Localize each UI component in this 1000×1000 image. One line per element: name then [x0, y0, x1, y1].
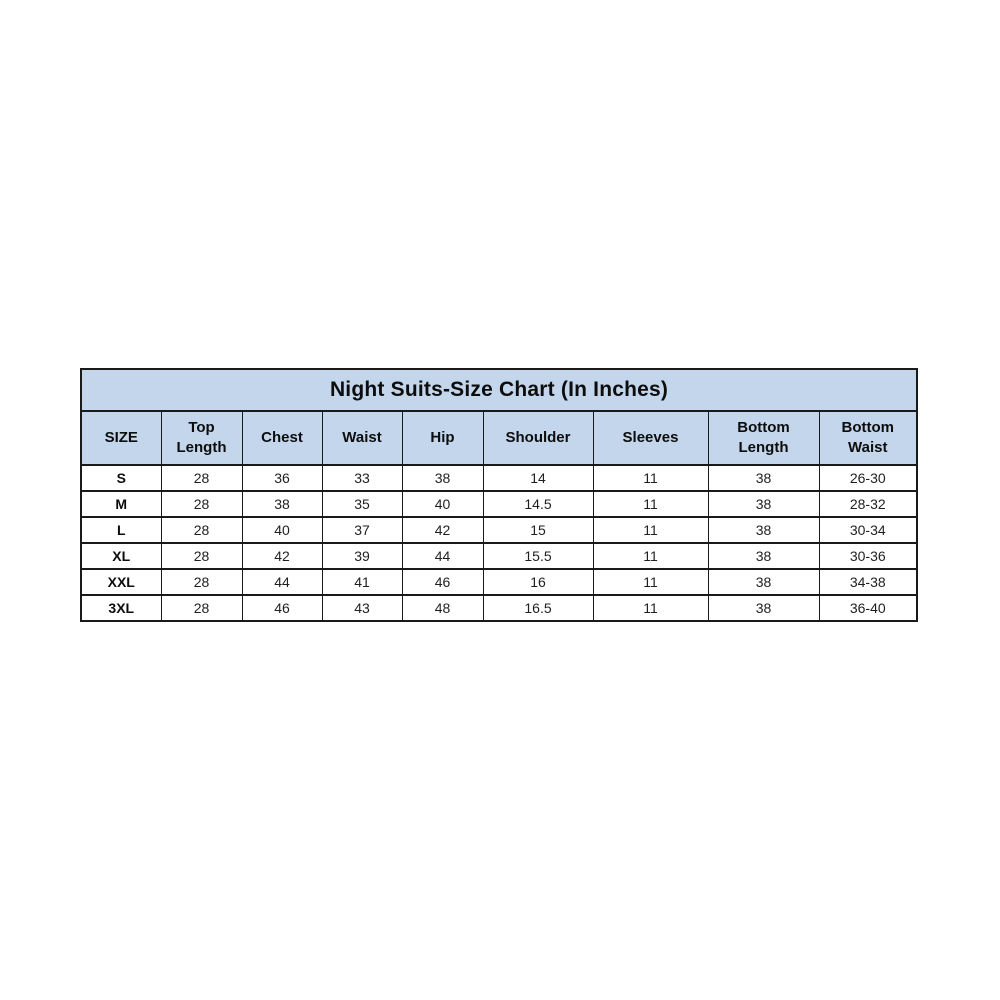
value-cell: 16 [483, 569, 593, 595]
column-header: Bottom Waist [819, 411, 917, 465]
header-row [81, 411, 917, 465]
value-cell: 38 [402, 465, 483, 491]
value-cell: 30-34 [819, 517, 917, 543]
value-cell: 35 [322, 491, 402, 517]
value-cell: 40 [402, 491, 483, 517]
column-header: Bottom Length [708, 411, 819, 465]
column-header: Top Length [161, 411, 242, 465]
title-row [81, 369, 917, 411]
table-row [81, 543, 917, 569]
value-cell: 11 [593, 465, 708, 491]
value-cell: 28 [161, 465, 242, 491]
value-cell: 43 [322, 595, 402, 621]
size-chart [80, 368, 916, 622]
value-cell: 34-38 [819, 569, 917, 595]
value-cell: 38 [708, 491, 819, 517]
value-cell: 42 [242, 543, 322, 569]
value-cell: 11 [593, 491, 708, 517]
value-cell: 44 [242, 569, 322, 595]
size-cell: L [81, 517, 161, 543]
value-cell: 28 [161, 543, 242, 569]
value-cell: 28 [161, 569, 242, 595]
value-cell: 33 [322, 465, 402, 491]
value-cell: 46 [242, 595, 322, 621]
value-cell: 26-30 [819, 465, 917, 491]
value-cell: 28 [161, 595, 242, 621]
column-header: Hip [402, 411, 483, 465]
value-cell: 36 [242, 465, 322, 491]
value-cell: 28-32 [819, 491, 917, 517]
value-cell: 39 [322, 543, 402, 569]
table-row [81, 595, 917, 621]
size-cell: 3XL [81, 595, 161, 621]
value-cell: 46 [402, 569, 483, 595]
value-cell: 28 [161, 517, 242, 543]
value-cell: 16.5 [483, 595, 593, 621]
value-cell: 38 [708, 595, 819, 621]
value-cell: 14.5 [483, 491, 593, 517]
value-cell: 38 [708, 517, 819, 543]
value-cell: 44 [402, 543, 483, 569]
table-row [81, 569, 917, 595]
value-cell: 11 [593, 569, 708, 595]
value-cell: 37 [322, 517, 402, 543]
size-cell: XXL [81, 569, 161, 595]
column-header: SIZE [81, 411, 161, 465]
column-header: Shoulder [483, 411, 593, 465]
value-cell: 38 [708, 569, 819, 595]
column-header: Chest [242, 411, 322, 465]
value-cell: 11 [593, 595, 708, 621]
value-cell: 14 [483, 465, 593, 491]
value-cell: 38 [708, 543, 819, 569]
size-cell: S [81, 465, 161, 491]
value-cell: 28 [161, 491, 242, 517]
table-row [81, 517, 917, 543]
column-header: Waist [322, 411, 402, 465]
value-cell: 30-36 [819, 543, 917, 569]
table-row [81, 491, 917, 517]
table-body [81, 465, 917, 621]
value-cell: 36-40 [819, 595, 917, 621]
size-cell: XL [81, 543, 161, 569]
value-cell: 42 [402, 517, 483, 543]
value-cell: 11 [593, 517, 708, 543]
value-cell: 38 [242, 491, 322, 517]
value-cell: 11 [593, 543, 708, 569]
value-cell: 41 [322, 569, 402, 595]
table-row [81, 465, 917, 491]
value-cell: 48 [402, 595, 483, 621]
column-header: Sleeves [593, 411, 708, 465]
value-cell: 40 [242, 517, 322, 543]
size-chart-table [80, 368, 918, 622]
value-cell: 38 [708, 465, 819, 491]
chart-title: Night Suits-Size Chart (In Inches) [81, 369, 917, 411]
value-cell: 15 [483, 517, 593, 543]
size-cell: M [81, 491, 161, 517]
value-cell: 15.5 [483, 543, 593, 569]
